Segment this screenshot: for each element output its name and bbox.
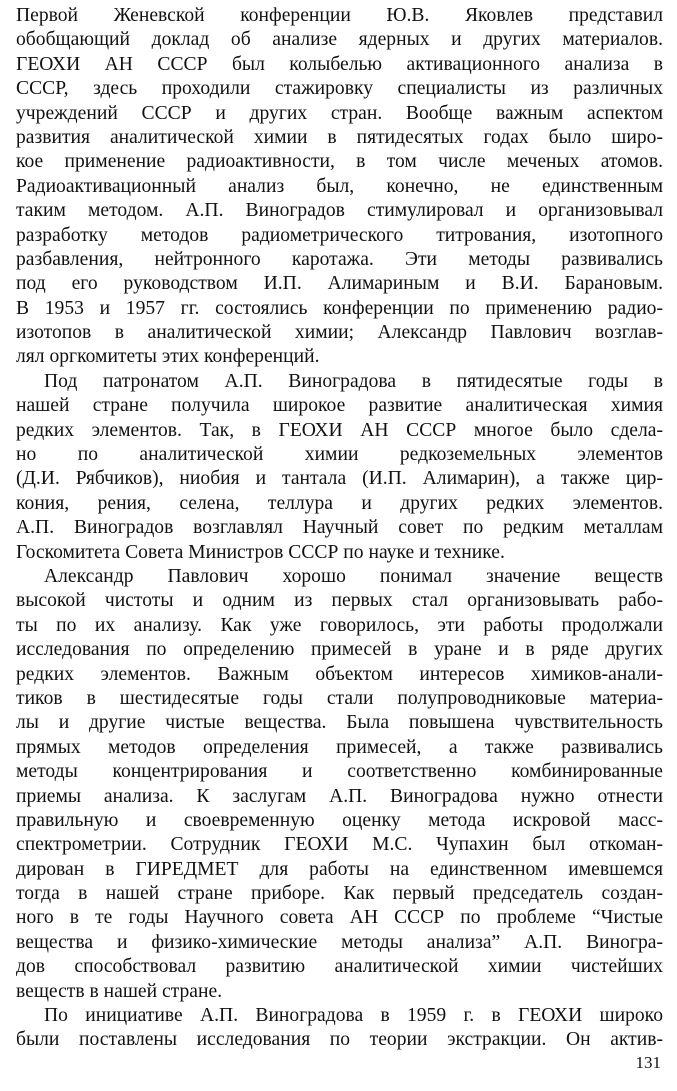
page-body: [16, 4, 663, 1053]
text-line: прямых методов определения примесей, а также развивались: [16, 736, 663, 758]
text-line: В 1953 и 1957 гг. состоялись конференции по применению радио-: [16, 297, 663, 319]
paragraph: [16, 1004, 663, 1053]
text-line: вещества и физико-химические методы анализа” А.П. Виногра-: [16, 931, 663, 953]
text-line: изотопов в аналитической химии; Александр Павлович возглав-: [16, 322, 663, 344]
paragraph: [16, 4, 663, 370]
text-line: таким методом. А.П. Виноградов стимулировал и организовывал: [16, 200, 663, 222]
text-line: дирован в ГИРЕДМЕТ для работы на единственном имевшемся: [16, 858, 663, 880]
text-line: правильную и своевременную оценку метода искровой масс-: [16, 809, 663, 831]
text-line: Александр Павлович хорошо понимал значение веществ: [44, 565, 663, 587]
text-line: Первой Женевской конференции Ю.В. Яковлев представил: [16, 5, 663, 26]
text-line: исследования по определению примесей в уране и в ряде других: [16, 639, 663, 661]
text-line: спектрометрии. Сотрудник ГЕОХИ М.С. Чупахин был откоман-: [16, 834, 663, 856]
text-line: учреждений СССР и других стран. Вообще важным аспектом: [16, 102, 663, 124]
text-line: тиков в шестидесятые годы стали полупроводниковые материа-: [16, 687, 663, 709]
paragraph: [16, 565, 663, 1004]
text-line: тогда в нашей стране приборе. Как первый председатель создан-: [16, 883, 663, 905]
text-line: (Д.И. Рябчиков), ниобия и тантала (И.П. Алимарин), а также цир-: [16, 468, 663, 490]
text-line: приемы анализа. К заслугам А.П. Виноградова нужно отнести: [16, 785, 663, 807]
text-line: ного в те годы Научного совета АН СССР по проблеме “Чистые: [16, 907, 663, 929]
page-number: 131: [635, 1053, 661, 1072]
text-line: ты по их анализу. Как уже говорилось, эти работы продолжали: [16, 614, 663, 636]
text-line: под его руководством И.П. Алимариным и В.И. Барановым.: [16, 273, 663, 295]
text-line: веществ в нашей стране.: [16, 980, 223, 1002]
text-line: Радиоактивационный анализ был, конечно, не единственным: [16, 175, 663, 197]
text-line: По инициативе А.П. Виноградова в 1959 г. в ГЕОХИ широко: [44, 1005, 663, 1027]
text-line: методы концентрирования и соответственно комбинированные: [16, 761, 663, 783]
text-line: редких элементов. Так, в ГЕОХИ АН СССР многое было сдела-: [16, 419, 663, 441]
text-line: разбавления, нейтронного каротажа. Эти методы развивались: [16, 248, 663, 270]
text-line: Госкомитета Совета Министров СССР по науке и технике.: [16, 541, 505, 563]
text-line: разработку методов радиометрического титрования, изотопного: [16, 224, 663, 246]
paragraph: [16, 370, 663, 565]
text-line: А.П. Виноградов возглавлял Научный совет по редким металлам: [16, 517, 663, 539]
text-line: лы и другие чистые вещества. Была повышена чувствительность: [16, 712, 663, 734]
text-line: Под патронатом А.П. Виноградова в пятидесятые годы в: [44, 370, 663, 392]
text-line: СССР, здесь проходили стажировку специалисты из различных: [16, 78, 663, 100]
text-line: кое применение радиоактивности, в том числе меченых атомов.: [16, 151, 663, 173]
text-line: обобщающий доклад об анализе ядерных и других материалов.: [16, 29, 663, 51]
text-line: дов способствовал развитию аналитической химии чистейших: [16, 956, 663, 978]
text-line: лял оргкомитеты этих конференций.: [16, 346, 320, 368]
text-line: нашей стране получила широкое развитие аналитическая химия: [16, 395, 663, 417]
text-line: редких элементов. Важным объектом интересов химиков-анали-: [16, 663, 663, 685]
text-line: высокой чистоты и одним из первых стал организовывать рабо-: [16, 590, 663, 612]
text-line: были поставлены исследования по теории экстракции. Он актив-: [16, 1029, 663, 1051]
text-line: но по аналитической химии редкоземельных элементов: [16, 444, 663, 466]
text-line: ГЕОХИ АН СССР был колыбелью активационного анализа в: [16, 53, 663, 75]
text-line: развития аналитической химии в пятидесятых годах было широ-: [16, 126, 663, 148]
text-line: кония, рения, селена, теллура и других редких элементов.: [16, 492, 663, 514]
